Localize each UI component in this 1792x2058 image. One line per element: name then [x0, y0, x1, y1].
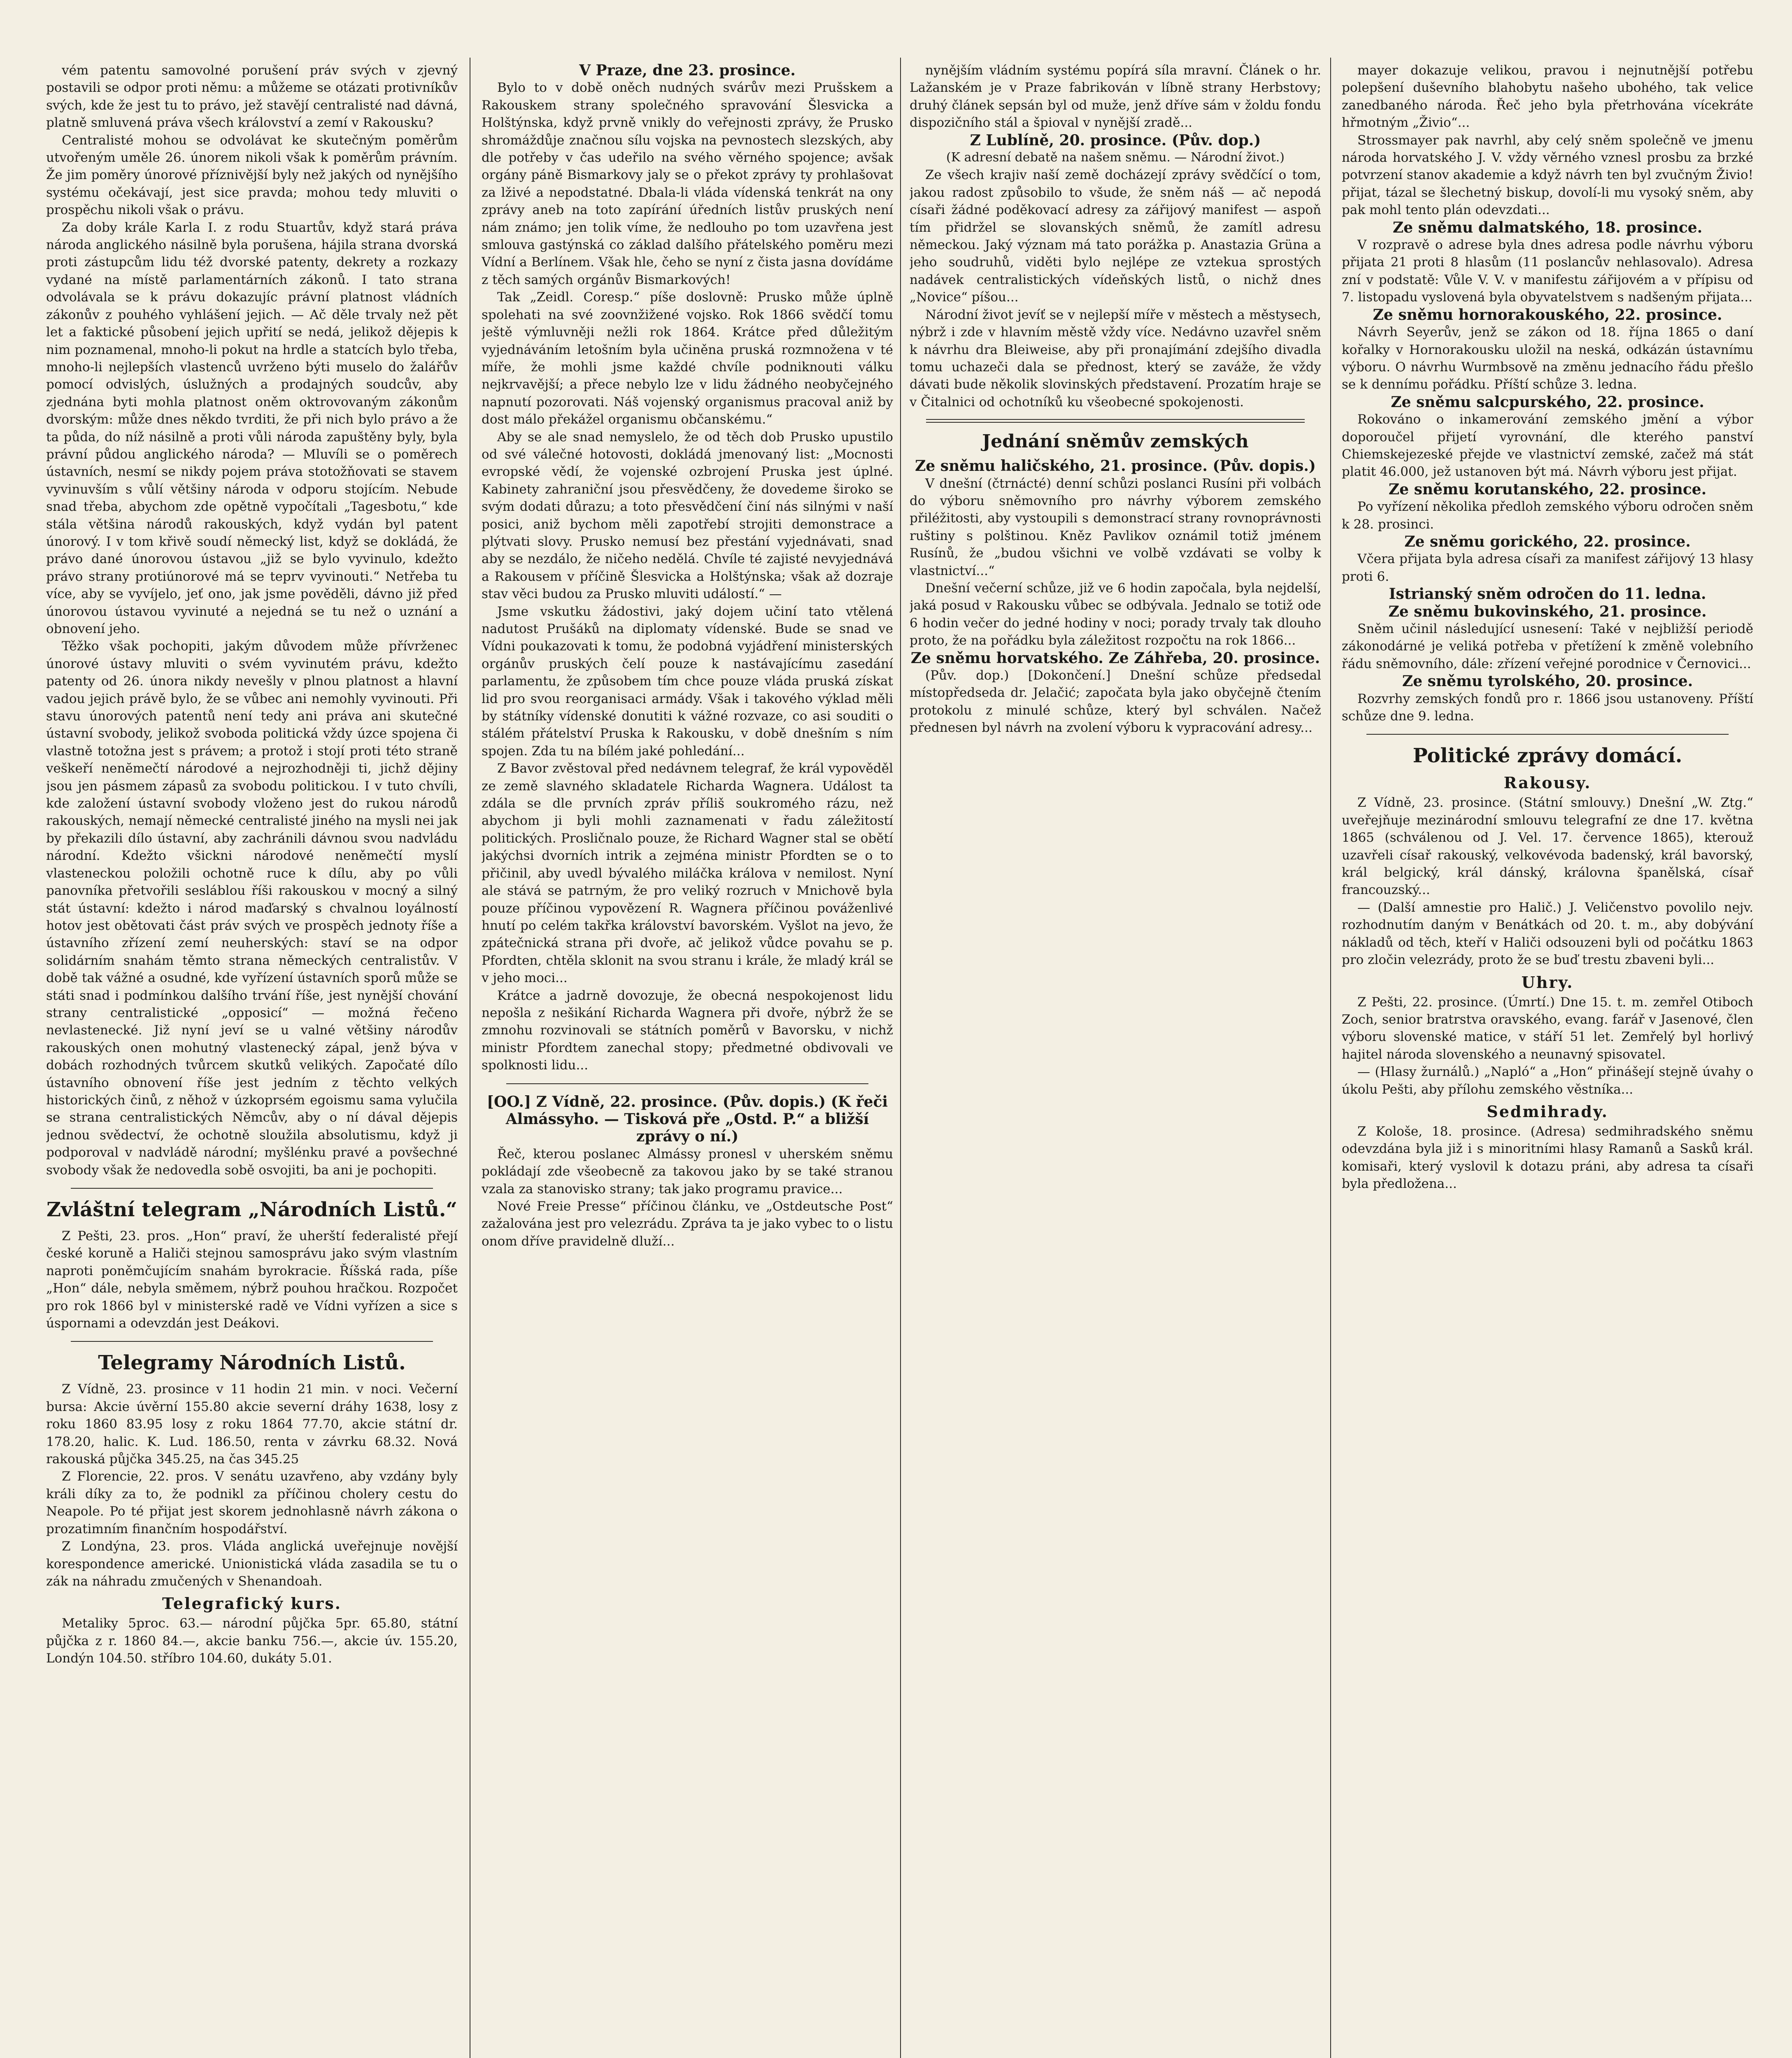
article-dateline: Ze sněmu gorického, 22. prosince.: [1404, 533, 1691, 550]
article-dateline: Ze sněmu haličského, 21. prosince. (Pův. dopis.): [915, 457, 1316, 475]
article-paragraph: Rokováno o inkamerování zemského jmění a výbor doporoučel přijetí vyrovnání, dle kterého panství Chiemskejezeské přejde ve vlastnictví zemské, začež má stát platit 46.000, jež ustanoven být má. Návrh výboru jest přijat.: [1342, 412, 1753, 480]
article-paragraph: Nové Freie Presse“ příčinou článku, ve „Ostdeutsche Post“ zažalována jest pro velezrádu. Zpráva ta je jako vybec to o listu onom dříve pravidelně dluží...: [482, 1199, 893, 1249]
article-paragraph: Národní život jevíť se v nejlepší míře v městech a městysech, nýbrž i zde v hlavním městě vždy více. Nedávno uzavřel sněm k návrhu dra Bleiweise, aby při pronajímání zdejšího divadla tomu uchazeči dala se přednost, který se zaváže, že vždy dávati bude několik slovinských představení. Prozatím hraje se v Čitalnici od ochotníků ku všeobecné spokojenosti.: [910, 307, 1321, 410]
article-paragraph: Z Vídně, 23. prosince. (Státní smlouvy.) Dnešní „W. Ztg.“ uveřejňuje mezinárodní smlouvu telegrafní ze dne 17. května 1865 (schválenou od J. Vel. 17. července 1865), kterouž uzavřeli císař rakouský, velkovévoda badenský, král bavorský, král belgický, král dánský, královna španělská, císař francouzský...: [1342, 795, 1753, 898]
article-dateline: V Praze, dne 23. prosince.: [579, 62, 796, 79]
article-paragraph: Těžko však pochopiti, jakým důvodem může přívrženec únorové ústavy mluviti o svém vyvinutém právu, kdežto patenty od 26. února nikdy nevešly v plnou platnost a hlavní vadou jejich právě bylo, že se vůbec ani nemohly vyvinouti. Při stavu únorových patentů není tedy ani práva ani skutečné ústavní svobody, jelikož svoboda politická vždy úzce spojena či vlastně totožna jest s právem; a protož i stojí proti této straně veškeří nenĕmečtí národové a nejrozhodněji ti, jichž dějiny jsou jen pásmem zápasů za svobodu politickou. I v tuto chvíli, kde založení ústavní svobody vloženo jest do rukou národů rakouských, nemají německé centralisté jiného na mysli nei jak by překazili dílo ústavní, aby zachránili dávnou svou nadvládu národní. Kdežto všickni národové neněmečtí myslí vlasteneckou položili ochotně ruce k dílu, aby po vůli panovníka přetvořili sesláblou říši rakouskou v mocný a silný stát ústavní: kdežto i národ maďarský s chvalnou loyálností hotov jest obětovati část práv svých ve prospěch jednoty říše a ústavního zřízení zemí neuherských: staví se na odpor solidárním snahám těmto strana německých centralistův. V době tak vážné a osudné, kde vyřízení ústavních sporů může se státi snad i podmínkou dalšího trvání říše, jest nynější chování strany centralistické „opposicí“ — možná řečeno nevlastenecké. Již nyní jeví se u valné většiny národův rakouských onen mohutný vlastenecký zápal, jenž býva v dobách rozhodných tvůrcem skutků velikých. Započaté dílo ústavního obnovení říše jest jedním z těchto velkých historických činů, z něhož v úzkoprsém egoismu sama vylučila se strana centralistických Němcův, aby o ní dával dějepis jednou svědectví, že ochotně sloužila absolutismu, když ji podporoval v nadvládě národní; myšlénku pravé a povšechné svobody však že nedovedla sobě osvojiti, ba ani je pochopiti.: [46, 639, 458, 1178]
article-paragraph: Po vyřízení několika předloh zemského výboru odročen sněm k 28. prosinci.: [1342, 499, 1753, 532]
divider: [71, 1341, 433, 1342]
article-paragraph: Z Kološe, 18. prosince. (Adresa) sedmihradského sněmu odevzdána byla již i s minoritními hlasy Ramanů a Sasků král. komisaři, který vyslovil k dotazu práni, aby adresa ta císaři byla předložena...: [1342, 1124, 1753, 1192]
telegram-item: Z Florencie, 22. pros. V senátu uzavřeno, aby vzdány byly králi díky za to, že podnikl za příčinou cholery cestu do Neapole. Po té přijat jest skorem jednohlasně návrh zákona o prozatimním finančním hospodářství.: [46, 1469, 458, 1537]
article-paragraph: Tak „Zeidl. Coresp.“ píše doslovně: Prusko může úplně spolehati na své zoovnžižené vojsko. Rok 1866 svědčí tomu ještě výmluvněji nežli rok 1864. Krátce před důležitým vyjednáváním letošním byla učiněna pruská rozmnožena v té míře, že mohli jsme každé chvíle podniknouti válku nejkrvavější; a přece nebylo lze v lidu žádného neobyčejného napnutí pozorovati. Náš vojenský organismus pracoval aniž by dost málo překážel organismu občanskému.“: [482, 290, 893, 427]
article-dateline: Ze sněmu tyrolského, 20. prosince.: [1402, 673, 1693, 690]
article-paragraph: Krátce a jadrně dovozuje, že obecná nespokojenost lidu nepošla z nešikání Richarda Wagnera při dvoře, nýbrž že se zmnohu rozvinovali se státních poměrů v Bavorsku, v nichž ministr Pfordtem zanechal stopy; předmetné obdivovali ve spolknosti lidu...: [482, 988, 893, 1073]
kurs-heading: Telegrafický kurs.: [162, 1594, 342, 1613]
article-dateline: Z Lublíně, 20. prosince. (Pův. dop.): [970, 131, 1261, 149]
article-dateline: Ze sněmu bukovinského, 21. prosince.: [1388, 603, 1707, 620]
article-dateline: Ze sněmu korutanského, 22. prosince.: [1388, 480, 1707, 498]
article-paragraph: Ze všech krajiv naší země docházejí zprávy svědčící o tom, jakou radost způsobilo to všude, že sněm náš — ač nepodá císaři žádné poděkovací adresy za zářijový manifest — aspoň tím přidržel se slovanských sněmů, že zamítl adresu německou. Jaký význam má tato porážka p. Anastazia Grüna a jeho soudruhů, viděti bylo nejlépe ze vztekua sprostých nadávek centralistických vídeňských listů, o nichž dnes „Novice“ píšou...: [910, 168, 1321, 305]
region-heading: Sedmihrady.: [1487, 1102, 1608, 1121]
article-paragraph: Za doby krále Karla I. z rodu Stuartův, když stará práva národa anglického násilně byla porušena, hájila strana dvorská proti zástupcům lidu též dvorské patenty, dekrety a rozkazy vydané na místě parlamentárních zákonů. I tato strana odvolávala se k právu dokazujíc právní platnost vládních zákonův z pouhého vyhlášení jejich. — Ač děle trvaly než pět let a faktické působení jejich upřití se nedá, jelikož dějepis k nim poznamenal, mnoho-li pokut na hrdle a statcích bylo třeba, mnoho-li nejlepších vlastenců uvrženo býti muselo do žalářův pomocí odvislých, úslužných a prodajných soudcův, aby zjednána byti mohla platnost oněm oktrovovaným zákonům dvorským: může dnes někdo tvrditi, že při nich bylo právo a že ta půda, do níž násilně a proti vůli národa zapuštěny byly, byla právní půdou anglického národa? — Mluvíli se o poměrech ústavních, nesmí se nikdy pojem práva stotožňovati se stavem vyvinuvším s vůlí většiny národa v odporu stojícím. Nebude snad třeba, abychom zde opětně vypočítali „Tagesbotu,“ kde stála většina národů rakouských, když vydán byl patent únorový. I v tom křivě soudí německý list, když se dokládá, že právo dané únorovou ústavou „již se bylo vyvinulo, kdežto právo strany protiúnorové má se teprv vyvinouti.“ Netřeba tu více, aby se vyvíjelo, jeť ono, jak jsme pověděli, dávno již před únorovou ústavou vyvinuté a nejedná se tu než o uznání a obnovení jeho.: [46, 220, 458, 636]
article-paragraph: V dnešní (čtrnácté) denní schůzi poslanci Rusíni při volbách do výboru sněmovního pro návrhy výborem zemského přiléžitosti, aby vystoupili s demonstrací strany rovnoprávnosti ruštiny s polštinou. Kněz Pavlikov oznámil totiž jménem Rusínů, že „budou všichni ve volbě vzdávati se volby k vlastnictví...“: [910, 476, 1321, 578]
article-dateline: Istrianský sněm odročen do 11. ledna.: [1389, 585, 1706, 603]
article-dateline: Ze sněmu salcpurského, 22. prosince.: [1391, 393, 1704, 411]
article-paragraph: Dnešní večerní schůze, již ve 6 hodin započala, byla nejdelší, jaká posud v Rakousku vůbec se odbývala. Jednalo se totiž ode 6 hodin večer do jedné hodiny v noci; porady trvaly tak dlouho proto, že na pořádku byla záležitost rozpočtu na rok 1866...: [910, 580, 1321, 648]
article-paragraph: Z Bavor zvěstoval před nedávnem telegraf, že král vypověděl ze země slavného skladatele Richarda Wagnera. Událost ta zdála se dle prvních zpráv příliš soukromého rázu, než abychom ji byli mohli zaznamenati v řadu záležitostí politických. Prosličnalo pouze, že Richard Wagner stal se obětí jakýchsi dvorních intrik a zejména ministr Pfordten se o to přičinil, aby uvedl bývalého miláčka králova v nemilost. Nyní ale stává se patrným, že pro veliký rozruch v Mnichově byla pouze příčinou vypovězení R. Wagnera příčinou pováženlivé hnutí po celém takřka království bavorském. Vyšlot na jevo, že zpátečnická strana při dvoře, ač jelikož vůdce povahu se p. Pfordten, chtěla sklonit na svou stranu i krále, že mladý král se v jeho moci...: [482, 761, 893, 986]
region-heading: Uhry.: [1521, 973, 1574, 992]
article-paragraph: nynějším vládním systému popírá síla mravní. Článek o hr. Lažanském je v Praze fabrikován v líbně strany Herbstovy; druhý článek sepsán byl od muže, jenž dříve sám v žoldu fondu dispozičního stál a špioval v nynější zradě...: [910, 63, 1321, 130]
article-subtitle: (K adresní debatě na našem sněmu. — Národní život.): [946, 150, 1285, 165]
article-paragraph: Aby se ale snad nemyslelo, že od těch dob Prusko upustilo od své válečné hotovosti, dokládá jmenovaný list: „Mocnosti evropské vědí, že vojenské ozbrojení Pruska jest úplné. Kabinety zahraniční jsou přesvědčeny, že dovedeme široko se svým dodati důrazu; a toto přesvědčení činí nás silnými v naší posici, aniž bychom měli zapotřebí strojiti demonstrace a plýtvati slovy. Prusko nemusí bez přestání vyjednávati, snad aby se nezdálo, že ničeho nedělá. Chvíle té zajisté nevyjednává a Rakousem v příčině Šlesvicka a Holštýnska; však až dozraje stav věci budou za Prusko mluviti událostí.“ —: [482, 429, 893, 602]
article-paragraph: Rozvrhy zemských fondů pro r. 1866 jsou ustanoveny. Příští schůze dne 9. ledna.: [1342, 691, 1753, 724]
column-4: [1342, 62, 1753, 2058]
telegrams-heading: Telegramy Národních Listů.: [98, 1351, 406, 1375]
section-heading: Jednání sněmův zemských: [982, 431, 1249, 452]
divider: [1366, 734, 1729, 735]
divider: [506, 1083, 868, 1084]
article-paragraph: mayer dokazuje velikou, pravou i nejnutnější potřebu polepšení duševního blahobytu našeho ubohého, tak velice zanedbaného národa. Řeč jeho byla přetrhována vícekráte hřmotným „Živio“...: [1342, 63, 1753, 130]
article-paragraph: Strossmayer pak navrhl, aby celý sněm společně ve jmenu národa horvatského J. V. vždy věrného vznesl prosbu za brzké potvrzení stanov akademie a když návrh ten byl zvučným Živio! přijat, tázal se šlechetný biskup, dovolí-li mu vysoký sněm, aby pak mohl tento plán odevzdati...: [1342, 133, 1753, 218]
article-paragraph: Sněm učinil následující usnesení: Také v nejbližší periodě zákonodárné je veliká potřeba v přetížení k změně volebního řádu sněmovního, dále: zřízení veřejné porodnice v Černovici...: [1342, 622, 1753, 671]
article-dateline: Ze sněmu hornorakouského, 22. prosince.: [1373, 306, 1722, 324]
column-1: [46, 62, 458, 2058]
column-rule: [900, 58, 901, 2058]
divider: [926, 419, 1305, 423]
article-paragraph: V rozpravě o adrese byla dnes adresa podle návrhu výboru přijata 21 proti 8 hlasům (11 poslancův nehlasovalo). Adresa zní v podstatě: Vůle V. V. v manifestu zářijovém a v přípisu od 7. listopadu vyslovená byla obyvatelstvem s nadšeným přijata...: [1342, 237, 1753, 305]
kurs-text: Metaliky 5proc. 63.— národní půjčka 5pr. 65.80, státní půjčka z r. 1860 84.—, akcie banku 756.—, akcie úv. 155.20, Londýn 104.50. stříbro 104.60, dukáty 5.01.: [46, 1616, 458, 1666]
article-paragraph: Bylo to v době oněch nudných svárův mezi Prušskem a Rakouskem strany společného spravování Šlesvicka a Holštýnska, když prvně vnikly do veřejnosti zprávy, že Prusko shromáždůje značnou sílu vojska na pevnostech slezských, aby dle potřeby v čas udeřilo na svého věrného spojence; avšak orgány páně Bismarkovy jaly se o překot zprávy ty prohlašovat za lživé a nepodstatné. Dbala-li vláda vídenská tenkrát na ony zprávy aneb na toto zapírání úředních listův pruských není nám známo; jen tolik víme, že nedlouho po tom uzavřena jest smlouva gastýnská co základ dalšího přátelského poměru mezi Vídní a Berlínem. Však hle, čeho se nyní z čista jasna dovídáme z těch samých orgánův Bismarkových!: [482, 80, 893, 287]
article-dateline: [OO.] Z Vídně, 22. prosince. (Pův. dopis.) (K řeči Almássyho. — Tisková pře „Ostd. P.“ a bližší zprávy o ní.): [486, 1093, 888, 1145]
divider: [71, 1188, 433, 1189]
section-heading: Politické zprávy domácí.: [1413, 744, 1683, 768]
telegram-item: Z Vídně, 23. prosince v 11 hodin 21 min. v noci. Večerní bursa: Akcie úvěrní 155.80 akcie severní dráhy 1638, losy z roku 1860 83.95 losy z roku 1864 77.70, akcie státní dr. 178.20, halic. K. Lud. 186.50, renta v závrku 68.32. Nová rakouská půjčka 345.25, na čas 345.25: [46, 1382, 458, 1467]
article-paragraph: Centralisté mohou se odvolávat ke skutečným poměrům utvořeným uměle 26. únorem nikoli však k poměrům právním. Že jim poměry únorové příznivější byly než jakých od nynějšího systému očekávají, jest sice pravda; mohou tedy mluviti o prospěchu nikoli však o právu.: [46, 133, 458, 218]
telegram-item: Z Londýna, 23. pros. Vláda anglická uveřejnuje novější korespondence americké. Unionistická vláda zasadila se tu o zák na náhradu zmučených v Shenandoah.: [46, 1539, 458, 1589]
article-dateline: Ze sněmu horvatského. Ze Záhřeba, 20. prosince.: [910, 649, 1320, 667]
column-rule: [1330, 58, 1331, 2058]
special-telegram-heading: Zvláštní telegram „Národních Listů.“: [46, 1198, 458, 1221]
article-paragraph: — (Hlasy žurnálů.) „Napló“ a „Hon“ přinášejí stejně úvahy o úkolu Pešti, aby přílohu zemského věstníka...: [1342, 1064, 1753, 1097]
special-telegram-text: Z Pešti, 23. pros. „Hon“ praví, že uherští federalisté přejí české koruně a Haliči stejnou samosprávu jako svým vlastním naproti poněmčujícím snahám byrokracie. Říšská rada, píše „Hon“ dále, nebyla směmem, nýbrž pouhou hračkou. Rozpočet pro rok 1866 byl v ministerské radě ve Vídni vyřízen a sice s úspornami a odevzdán jest Deákovi.: [46, 1229, 458, 1331]
article-paragraph: (Pův. dop.) [Dokončení.] Dnešní schůze předsedal místopředseda dr. Jelačić; započata byla jako obyčejně čtením protokolu z minulé schůze, který byl schválen. Načež přednesen byl návrh na zvolení výboru k vypracování adresy...: [910, 668, 1321, 736]
column-3: [910, 62, 1321, 2058]
region-heading: Rakousy.: [1503, 773, 1592, 792]
article-paragraph: Včera přijata byla adresa císaři za manifest zářijový 13 hlasy proti 6.: [1342, 552, 1753, 584]
article-paragraph: — (Další amnestie pro Halič.) J. Veličenstvo povolilo nejv. rozhodnutím daným v Benátkách od 20. t. m., aby dobývání nákladů od těch, kteří v Haliči odsouzeni byli od počátku 1863 pro zločin velezrády, proto že se buď trestu zbaveni byli...: [1342, 900, 1753, 968]
article-paragraph: Řeč, kterou poslanec Almássy pronesl v uherském sněmu pokládají zde všeobecně za takovou jako by se také stranou vzala za stanovisko strany; tak jako programu pravice...: [482, 1146, 893, 1197]
article-paragraph: Jsme vskutku žádostivi, jaký dojem učiní tato vtělená nadutost Prušáků na diplomaty vídenské. Bude se snad ve Vídni poukazovati k tomu, že podobná vyjádření ministerských orgánův pruských čelí pouze k nastávajícímu zasedání parlamentu, že způsobem tím chce pouze vláda pruská získat lid pro svou reorganisaci armády. Však i takového výklad měli by státníky vídenské donutiti k vážné rozvaze, co asi souditi o stálém přátelství Pruska k Rakousku, v době dnešním s ním spojen. Zda tu na bílém jaké pohledání...: [482, 604, 893, 759]
article-paragraph: vém patentu samovolné porušení práv svých v zjevný postavili se odpor proti němu: a můžeme se otázati protivníkův svých, kde že jest tu to právo, jež stavějí centralisté nad dávná, platně smluvená práva všech království a zemí v Rakousku?: [46, 63, 458, 130]
article-paragraph: Návrh Seyerův, jenž se zákon od 18. října 1865 o daní kořalky v Hornorakousku uložil na neská, odkázán ústavnímu výboru. O návrhu Wurmbsově na změnu jednacího řádu přešlo se k dennímu pořádku. Příští schůze 3. ledna.: [1342, 325, 1753, 392]
article-dateline: Ze sněmu dalmatského, 18. prosince.: [1392, 219, 1703, 236]
article-paragraph: Z Pešti, 22. prosince. (Úmrtí.) Dne 15. t. m. zemřel Otiboch Zoch, senior bratrstva oravského, evang. farář v Jasenové, člen výboru slovenské matice, v stáří 51 let. Zemřelý byl horlivý hajitel národa slovenského a neunavný spisovatel.: [1342, 994, 1753, 1062]
column-2: [482, 62, 893, 2058]
